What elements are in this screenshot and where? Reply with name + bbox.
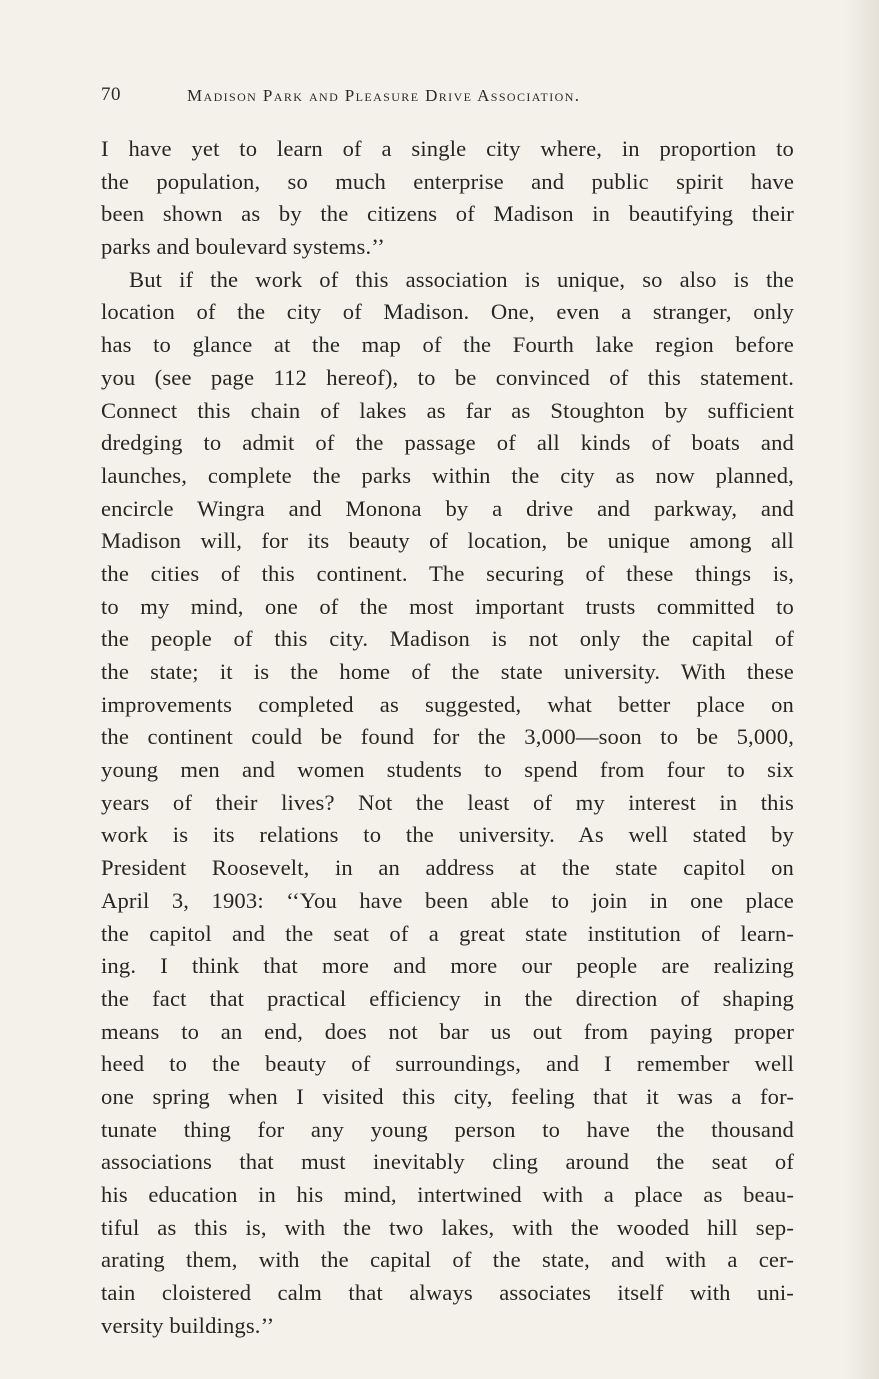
- text-line: tain cloistered calm that always associates itself with uni-: [101, 1280, 794, 1306]
- text-line: ing. I think that more and more our people are realizing: [101, 953, 794, 979]
- text-line: the fact that practical efficiency in the direction of shaping: [101, 985, 794, 1011]
- text-line: dredging to admit of the passage of all kinds of boats and: [101, 430, 794, 456]
- text-line: you (see page 112 hereof), to be convinced of this statement.: [101, 364, 794, 390]
- text-line: President Roosevelt, in an address at the state capitol on: [101, 855, 794, 881]
- text-line: encircle Wingra and Monona by a drive and parkway, and: [101, 495, 794, 521]
- page-header: [101, 84, 801, 110]
- text-line: versity buildings.’’: [101, 1312, 275, 1338]
- text-line: has to glance at the map of the Fourth lake region before: [101, 332, 794, 358]
- text-line: been shown as by the citizens of Madison in beautifying their: [101, 201, 794, 227]
- text-line: young men and women students to spend from four to six: [101, 757, 794, 783]
- text-line: one spring when I visited this city, feeling that it was a for-: [101, 1083, 794, 1109]
- text-line: improvements completed as suggested, what better place on: [101, 691, 794, 717]
- text-line: parks and boulevard systems.’’: [101, 234, 385, 260]
- text-line: years of their lives? Not the least of my interest in this: [101, 789, 794, 815]
- page-number: 70: [101, 84, 121, 105]
- text-line: the population, so much enterprise and public spirit have: [101, 168, 794, 194]
- text-line: to my mind, one of the most important trusts committed to: [101, 593, 794, 619]
- body-text: [101, 133, 794, 1342]
- text-line: the cities of this continent. The securing of these things is,: [101, 560, 794, 586]
- text-line: associations that must inevitably cling around the seat of: [101, 1149, 794, 1175]
- text-line: tunate thing for any young person to have the thousand: [101, 1116, 794, 1142]
- text-line: the continent could be found for the 3,000—soon to be 5,000,: [101, 724, 794, 750]
- page-edge-shadow: [845, 0, 879, 1379]
- text-line: means to an end, does not bar us out from paying proper: [101, 1018, 794, 1044]
- running-head: Madison Park and Pleasure Drive Association.: [187, 86, 581, 105]
- text-line: the capitol and the seat of a great state institution of learn-: [101, 920, 794, 946]
- text-line: But if the work of this association is unique, so also is the: [129, 266, 794, 292]
- text-line: tiful as this is, with the two lakes, with the wooded hill sep-: [101, 1214, 794, 1240]
- text-line: April 3, 1903: ‘‘You have been able to join in one place: [101, 887, 794, 913]
- text-line: heed to the beauty of surroundings, and I remember well: [101, 1051, 794, 1077]
- text-line: the state; it is the home of the state university. With these: [101, 659, 794, 684]
- text-line: the people of this city. Madison is not only the capital of: [101, 626, 794, 652]
- text-line: I have yet to learn of a single city where, in proportion to: [101, 136, 794, 161]
- text-line: work is its relations to the university. As well stated by: [101, 822, 794, 848]
- text-line: arating them, with the capital of the state, and with a cer-: [101, 1247, 794, 1273]
- text-line: Madison will, for its beauty of location, be unique among all: [101, 528, 794, 554]
- text-line: launches, complete the parks within the city as now planned,: [101, 462, 794, 488]
- text-line: Connect this chain of lakes as far as Stoughton by sufficient: [101, 397, 794, 423]
- text-line: location of the city of Madison. One, even a stranger, only: [101, 299, 794, 325]
- text-line: his education in his mind, intertwined with a place as beau-: [101, 1182, 794, 1207]
